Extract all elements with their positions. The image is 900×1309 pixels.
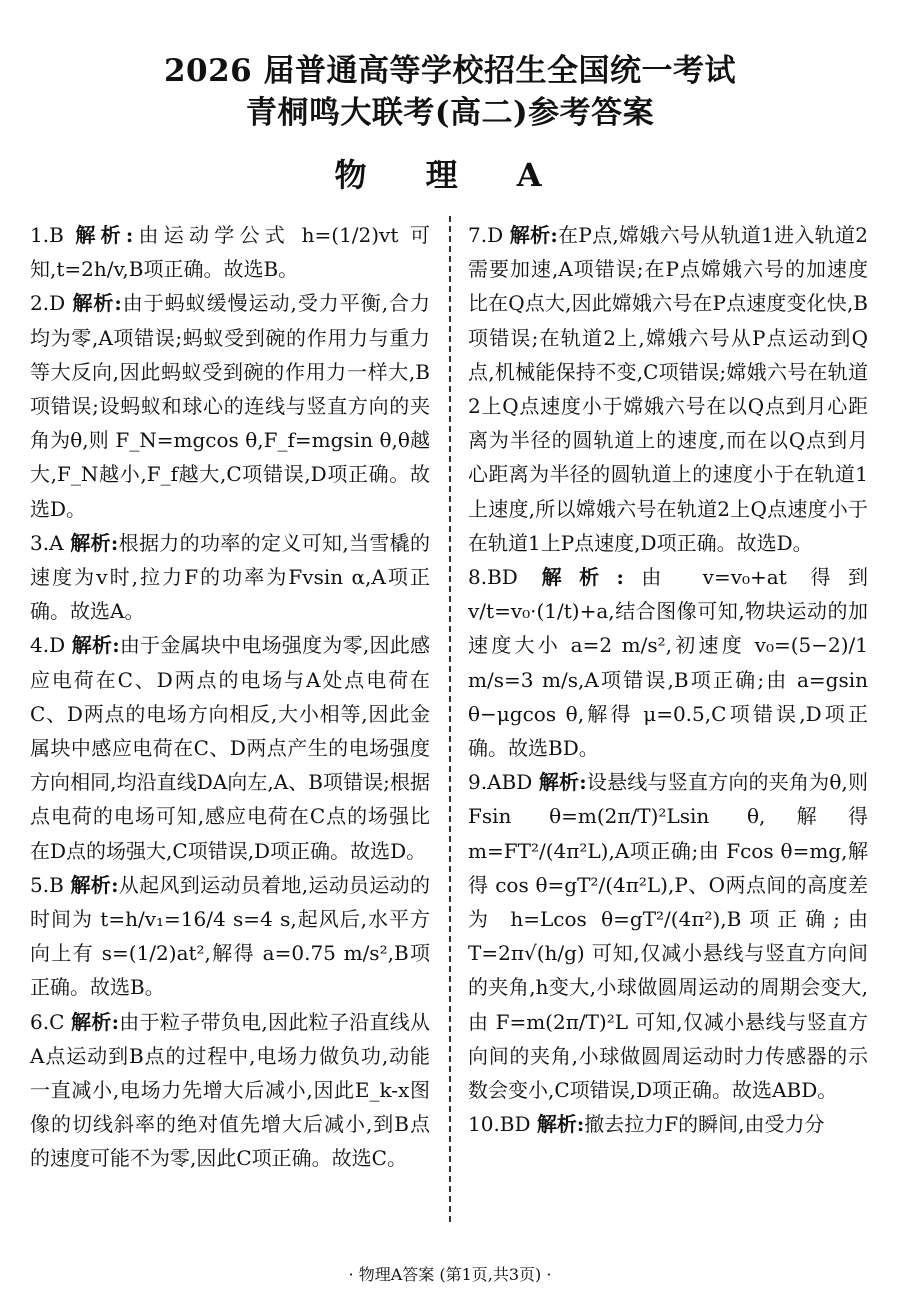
analysis-label: 解析: [536,1112,585,1137]
answer-item [30,218,430,286]
answer-item [468,1107,868,1141]
analysis-label: 解析: [541,565,624,590]
answer-number: 7.D [468,223,504,247]
answer-item [30,286,430,525]
exam-title-line1: 2026 届普通高等学校招生全国统一考试 [163,53,737,89]
analysis-text: 由于金属块中电场强度为零,因此感应电荷在C、D两点的电场与A处点电荷在C、D两点的电场方向相反,大小相等,因此金属块中感应电荷在C、D两点产生的电场强度方向相同,均沿直线DA向左,A、B项错误;根据点电荷的电场可知,感应电荷在C点的场强比在D点的场强大,C项错误,D项正确。故选D。 [30,633,430,863]
analysis-text: 设悬线与竖直方向的夹角为θ,则 Fsin θ=m(2π/T)²Lsin θ,解得 m=FT²/(4π²L),A项正确;由 Fcos θ=mg,解得 cos θ=gT²/(4π²L),P、O两点间的高度差为 h=Lcos θ=gT²/(4π²),B项正确;由 T=2π√(h/g) 可知,仅减小悬线与竖直方向间的夹角,h变大,小球做圆周运动的周期会变大,由 F=m(2π/T)²L 可知,仅减小悬线与竖直方向间的夹角,小球做圆周运动时力传感器的示数会变小,C项错误,D项正确。故选ABD。 [468,770,869,1103]
analysis-label: 解析: [70,872,119,897]
analysis-label: 解析: [70,530,119,555]
analysis-label: 解析: [71,633,120,658]
answer-number: 3.A [30,530,64,555]
answer-item [468,560,868,765]
answer-number: 1.B [30,223,64,247]
answer-number: 5.B [30,872,64,897]
right-column [468,218,868,1141]
analysis-text: 由于蚂蚁缓慢运动,受力平衡,合力均为零,A项错误;蚂蚁受到碗的作用力与重力等大反向,因此蚂蚁受到碗的作用力一样大,B项错误;设蚂蚁和球心的连线与竖直方向的夹角为θ,则 F_N=mgcos θ,F_f=mgsin θ,θ越大,F_N越小,F_f越大,C项错误,D项正确。故选D。 [30,291,430,521]
analysis-text: 根据力的功率的定义可知,当雪橇的速度为v时,拉力F的功率为Fvsin α,A项正确。故选A。 [30,530,431,624]
analysis-text: 由运动学公式 h=(1/2)vt 可知,t=2h/v,B项正确。故选B。 [30,223,431,282]
answer-number: 9.ABD [468,770,533,795]
answer-item [30,868,430,1005]
analysis-text: 由 v=v₀+at 得到 v/t=v₀·(1/t)+a,结合图像可知,物块运动的加速度大小 a=2 m/s²,初速度 v₀=(5−2)/1 m/s=3 m/s,A项错误,B项正确;由 a=gsin θ−μgcos θ,解得 μ=0.5,C项错误,D项正确。故选BD。 [468,565,868,761]
analysis-text: 在P点,嫦娥六号从轨道1进入轨道2需要加速,A项错误;在P点嫦娥六号的加速度比在Q点大,因此嫦娥六号在P点速度变化快,B项错误;在轨道2上,嫦娥六号从P点运动到Q点,机械能保持不变,C项错误;嫦娥六号在轨道2上Q点速度小于嫦娥六号在以Q点到月心距离为半径的圆轨道上的速度,而在以Q点到月心距离为半径的圆轨道上的速度小于在轨道1上速度,所以嫦娥六号在轨道2上Q点速度小于在轨道1上P点速度,D项正确。故选D。 [468,223,868,555]
analysis-label: 解析: [71,1009,120,1034]
answer-item [30,1005,430,1176]
column-divider [449,216,451,1222]
answer-number: 8.BD [468,565,518,590]
answer-item [468,218,868,560]
answer-item [30,526,430,629]
page-header [0,50,900,198]
answer-item [30,628,430,867]
left-column [30,218,430,1176]
answer-number: 6.C [30,1009,65,1034]
answer-number: 4.D [30,633,66,658]
analysis-label: 解析: [509,223,558,247]
exam-title-line2: 青桐鸣大联考(高二)参考答案 [245,95,655,131]
page-footer: · 物理A答案 (第1页,共3页) · [348,1265,552,1284]
answer-number: 2.D [30,291,66,316]
analysis-text: 撤去拉力F的瞬间,由受力分 [584,1112,825,1137]
answer-number: 10.BD [468,1112,531,1137]
subject-title: 物 理 A [334,156,566,194]
analysis-text: 从起风到运动员着地,运动员运动的时间为 t=h/v₁=16/4 s=4 s,起风后,水平方向上有 s=(1/2)at²,解得 a=0.75 m/s²,B项正确。故选B。 [30,872,431,1000]
analysis-label: 解析: [538,770,587,795]
answer-item [468,765,868,1107]
analysis-label: 解析: [72,291,122,316]
analysis-label: 解析: [75,223,134,247]
analysis-text: 由于粒子带负电,因此粒子沿直线从A点运动到B点的过程中,电场力做负功,动能一直减小,电场力先增大后减小,因此E_k-x图像的切线斜率的绝对值先增大后减小,到B点的速度可能不为零,因此C项正确。故选C。 [30,1009,431,1171]
